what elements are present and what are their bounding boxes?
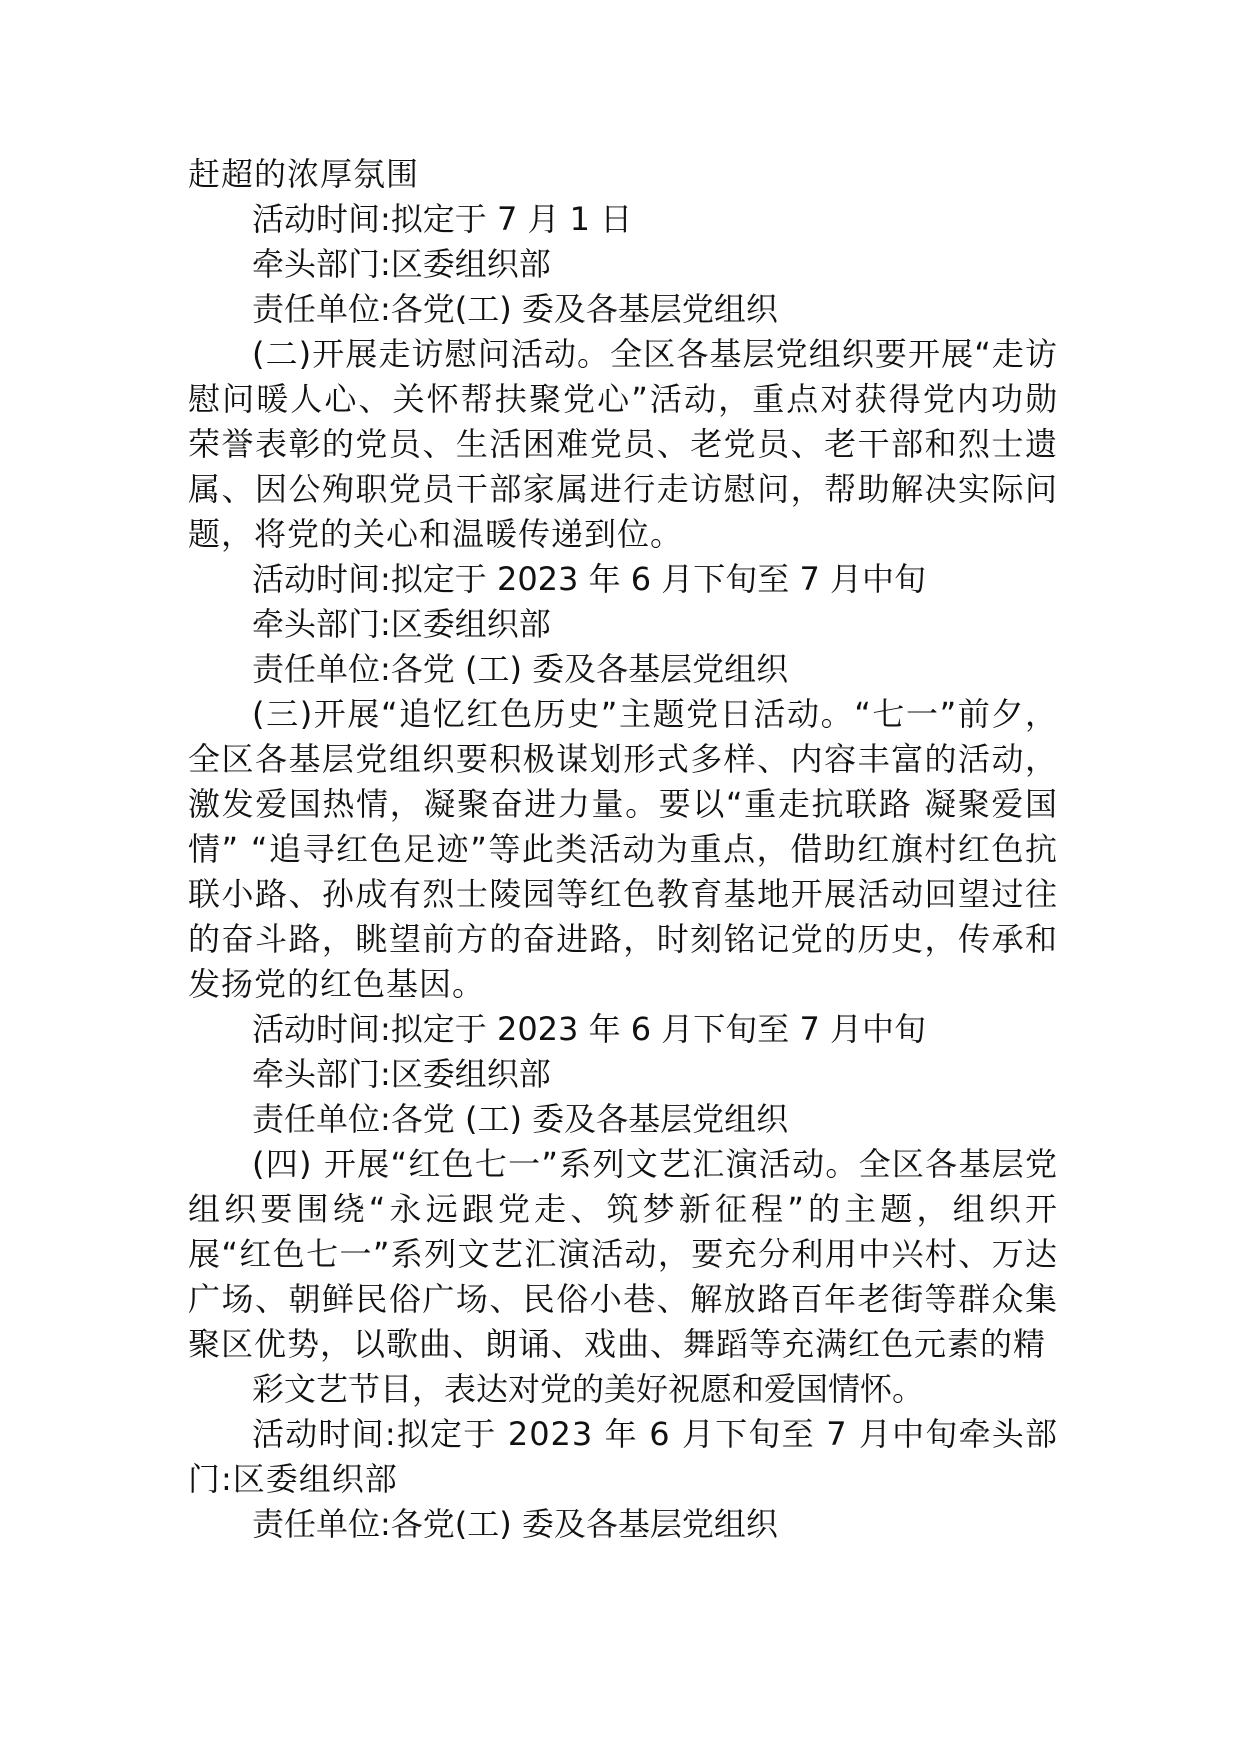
lead-department-2: 牵头部门:区委组织部 bbox=[252, 605, 551, 643]
activity-time-3: 活动时间:拟定于 2023 年 6 月下旬至 7 月中旬 bbox=[252, 1010, 926, 1048]
paragraph-continuation: 赶超的浓厚氛围 bbox=[188, 155, 420, 193]
activity-time-1: 活动时间:拟定于 7 月 1 日 bbox=[252, 200, 633, 238]
document-page bbox=[188, 152, 1058, 1547]
activity-time-lead-department-4: 活动时间:拟定于 2023 年 6 月下旬至 7 月中旬牵头部门:区委组织部 bbox=[188, 1415, 1058, 1498]
responsible-unit-4: 责任单位:各党(工) 委及各基层党组织 bbox=[252, 1505, 778, 1543]
activity-time-2: 活动时间:拟定于 2023 年 6 月下旬至 7 月中旬 bbox=[252, 560, 926, 598]
section-2-paragraph: (二)开展走访慰问活动。全区各基层党组织要开展“走访慰问暖人心、关怀帮扶聚党心”活动，重点对获得党内功勋荣誉表彰的党员、生活困难党员、老党员、老干部和烈士遗属、因公殉职党员干部家属进行走访慰问，帮助解决实际问题，将党的关心和温暖传递到位。 bbox=[188, 335, 1058, 553]
responsible-unit-1: 责任单位:各党(工) 委及各基层党组织 bbox=[252, 290, 778, 328]
lead-department-1: 牵头部门:区委组织部 bbox=[252, 245, 551, 283]
lead-department-3: 牵头部门:区委组织部 bbox=[252, 1055, 551, 1093]
section-3-paragraph: (三)开展“追忆红色历史”主题党日活动。“七一”前夕，全区各基层党组织要积极谋划形式多样、内容丰富的活动，激发爱国热情，凝聚奋进力量。要以“重走抗联路 凝聚爱国情” “追寻红色足迹”等此类活动为重点，借助红旗村红色抗联小路、孙成有烈士陵园等红色教育基地开展活动回望过往的奋斗路，眺望前方的奋进路，时刻铭记党的历史，传承和发扬党的红色基因。 bbox=[188, 695, 1058, 1003]
responsible-unit-3: 责任单位:各党 (工) 委及各基层党组织 bbox=[252, 1100, 789, 1138]
responsible-unit-2: 责任单位:各党 (工) 委及各基层党组织 bbox=[252, 650, 789, 688]
section-4-continuation: 彩文艺节目，表达对党的美好祝愿和爱国情怀。 bbox=[252, 1370, 925, 1408]
section-4-paragraph: (四) 开展“红色七一”系列文艺汇演活动。全区各基层党组织要围绕“永远跟党走、筑梦新征程”的主题，组织开展“红色七一”系列文艺汇演活动，要充分利用中兴村、万达广场、朝鲜民俗广场、民俗小巷、解放路百年老街等群众集聚区优势，以歌曲、朗诵、戏曲、舞蹈等充满红色元素的精 bbox=[188, 1145, 1058, 1363]
